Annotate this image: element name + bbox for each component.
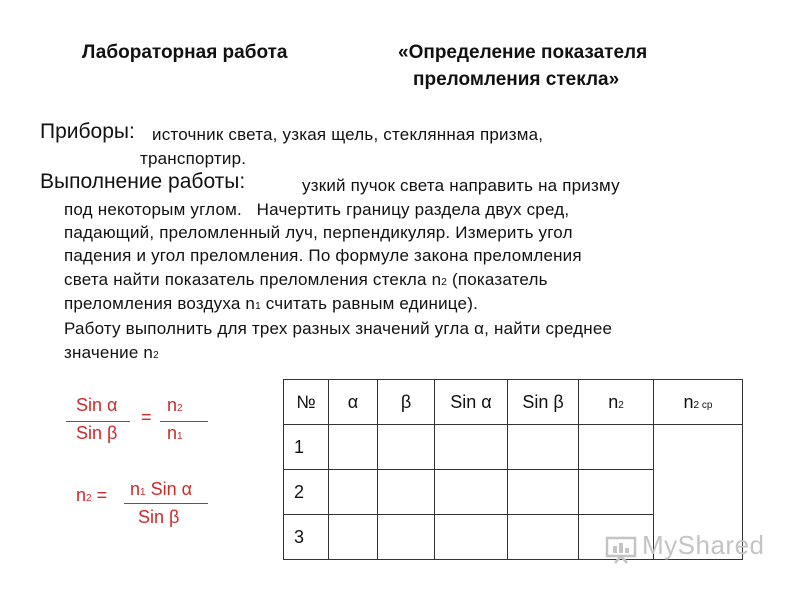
table-header-row xyxy=(284,380,743,425)
cell-n2 xyxy=(579,425,654,470)
formula1-numerator-right: n2 xyxy=(167,395,183,415)
formula2-numerator: n1 Sin α xyxy=(130,479,193,499)
procedure-line6: преломления воздуха n1 считать равным единице). xyxy=(64,294,478,313)
cell-sin-alpha xyxy=(435,515,508,560)
cell-sin-alpha xyxy=(435,470,508,515)
watermark: MyShared xyxy=(642,530,765,560)
header-n2-average: n2 ср xyxy=(654,380,743,425)
cell-alpha xyxy=(329,515,378,560)
formula1-numerator-left: Sin α xyxy=(76,395,118,415)
cell-beta xyxy=(378,470,435,515)
formula2-lhs: n2 = xyxy=(76,485,108,505)
procedure-label: Выполнение работы: xyxy=(40,170,246,193)
formula1-denominator-right: n1 xyxy=(167,423,183,443)
cell-beta xyxy=(378,425,435,470)
cell-sin-beta xyxy=(508,515,579,560)
cell-sin-beta xyxy=(508,425,579,470)
procedure-line3: падающий, преломленный луч, перпендикуляр. Измерить угол xyxy=(64,223,573,242)
cell-sin-beta xyxy=(508,470,579,515)
formula2-fraction-bar xyxy=(124,503,208,504)
procedure-line4: падения и угол преломления. По формуле закона преломления xyxy=(64,246,582,265)
cell-alpha xyxy=(329,425,378,470)
equipment-line2: транспортир. xyxy=(140,149,247,168)
procedure-line1: узкий пучок света направить на призму xyxy=(302,176,620,195)
header-number: № xyxy=(284,380,329,425)
procedure-line2: под некоторым углом. Начертить границу раздела двух сред, xyxy=(64,200,570,219)
header-n2: n2 xyxy=(579,380,654,425)
formula2-denominator: Sin β xyxy=(138,507,180,527)
header-alpha: α xyxy=(329,380,378,425)
cell-alpha xyxy=(329,470,378,515)
equipment-line1: источник света, узкая щель, стеклянная призма, xyxy=(152,125,544,144)
procedure-line5: света найти показатель преломления стекла n2 (показатель xyxy=(64,270,548,289)
header-beta: β xyxy=(378,380,435,425)
presentation-icon xyxy=(605,536,639,564)
header-sin-beta: Sin β xyxy=(508,380,579,425)
cell-beta xyxy=(378,515,435,560)
row-number: 3 xyxy=(284,515,329,560)
row-number: 1 xyxy=(284,425,329,470)
equipment-label: Приборы: xyxy=(40,120,135,143)
formula1-fraction-bar-right xyxy=(160,421,208,422)
lab-topic-line1: «Определение показателя xyxy=(398,42,648,63)
formula1-denominator-left: Sin β xyxy=(76,423,118,443)
row-number: 2 xyxy=(284,470,329,515)
procedure-line8: значение n2 xyxy=(64,343,159,362)
lab-title: Лабораторная работа xyxy=(82,42,288,63)
cell-n2 xyxy=(579,470,654,515)
table-row xyxy=(284,425,743,470)
lab-topic-line2: преломления стекла» xyxy=(413,69,620,90)
formula1-equals: = xyxy=(141,407,152,427)
formula1-fraction-bar-left xyxy=(66,421,130,422)
header-sin-alpha: Sin α xyxy=(435,380,508,425)
procedure-line7: Работу выполнить для трех разных значений угла α, найти среднее xyxy=(64,319,613,338)
cell-sin-alpha xyxy=(435,425,508,470)
